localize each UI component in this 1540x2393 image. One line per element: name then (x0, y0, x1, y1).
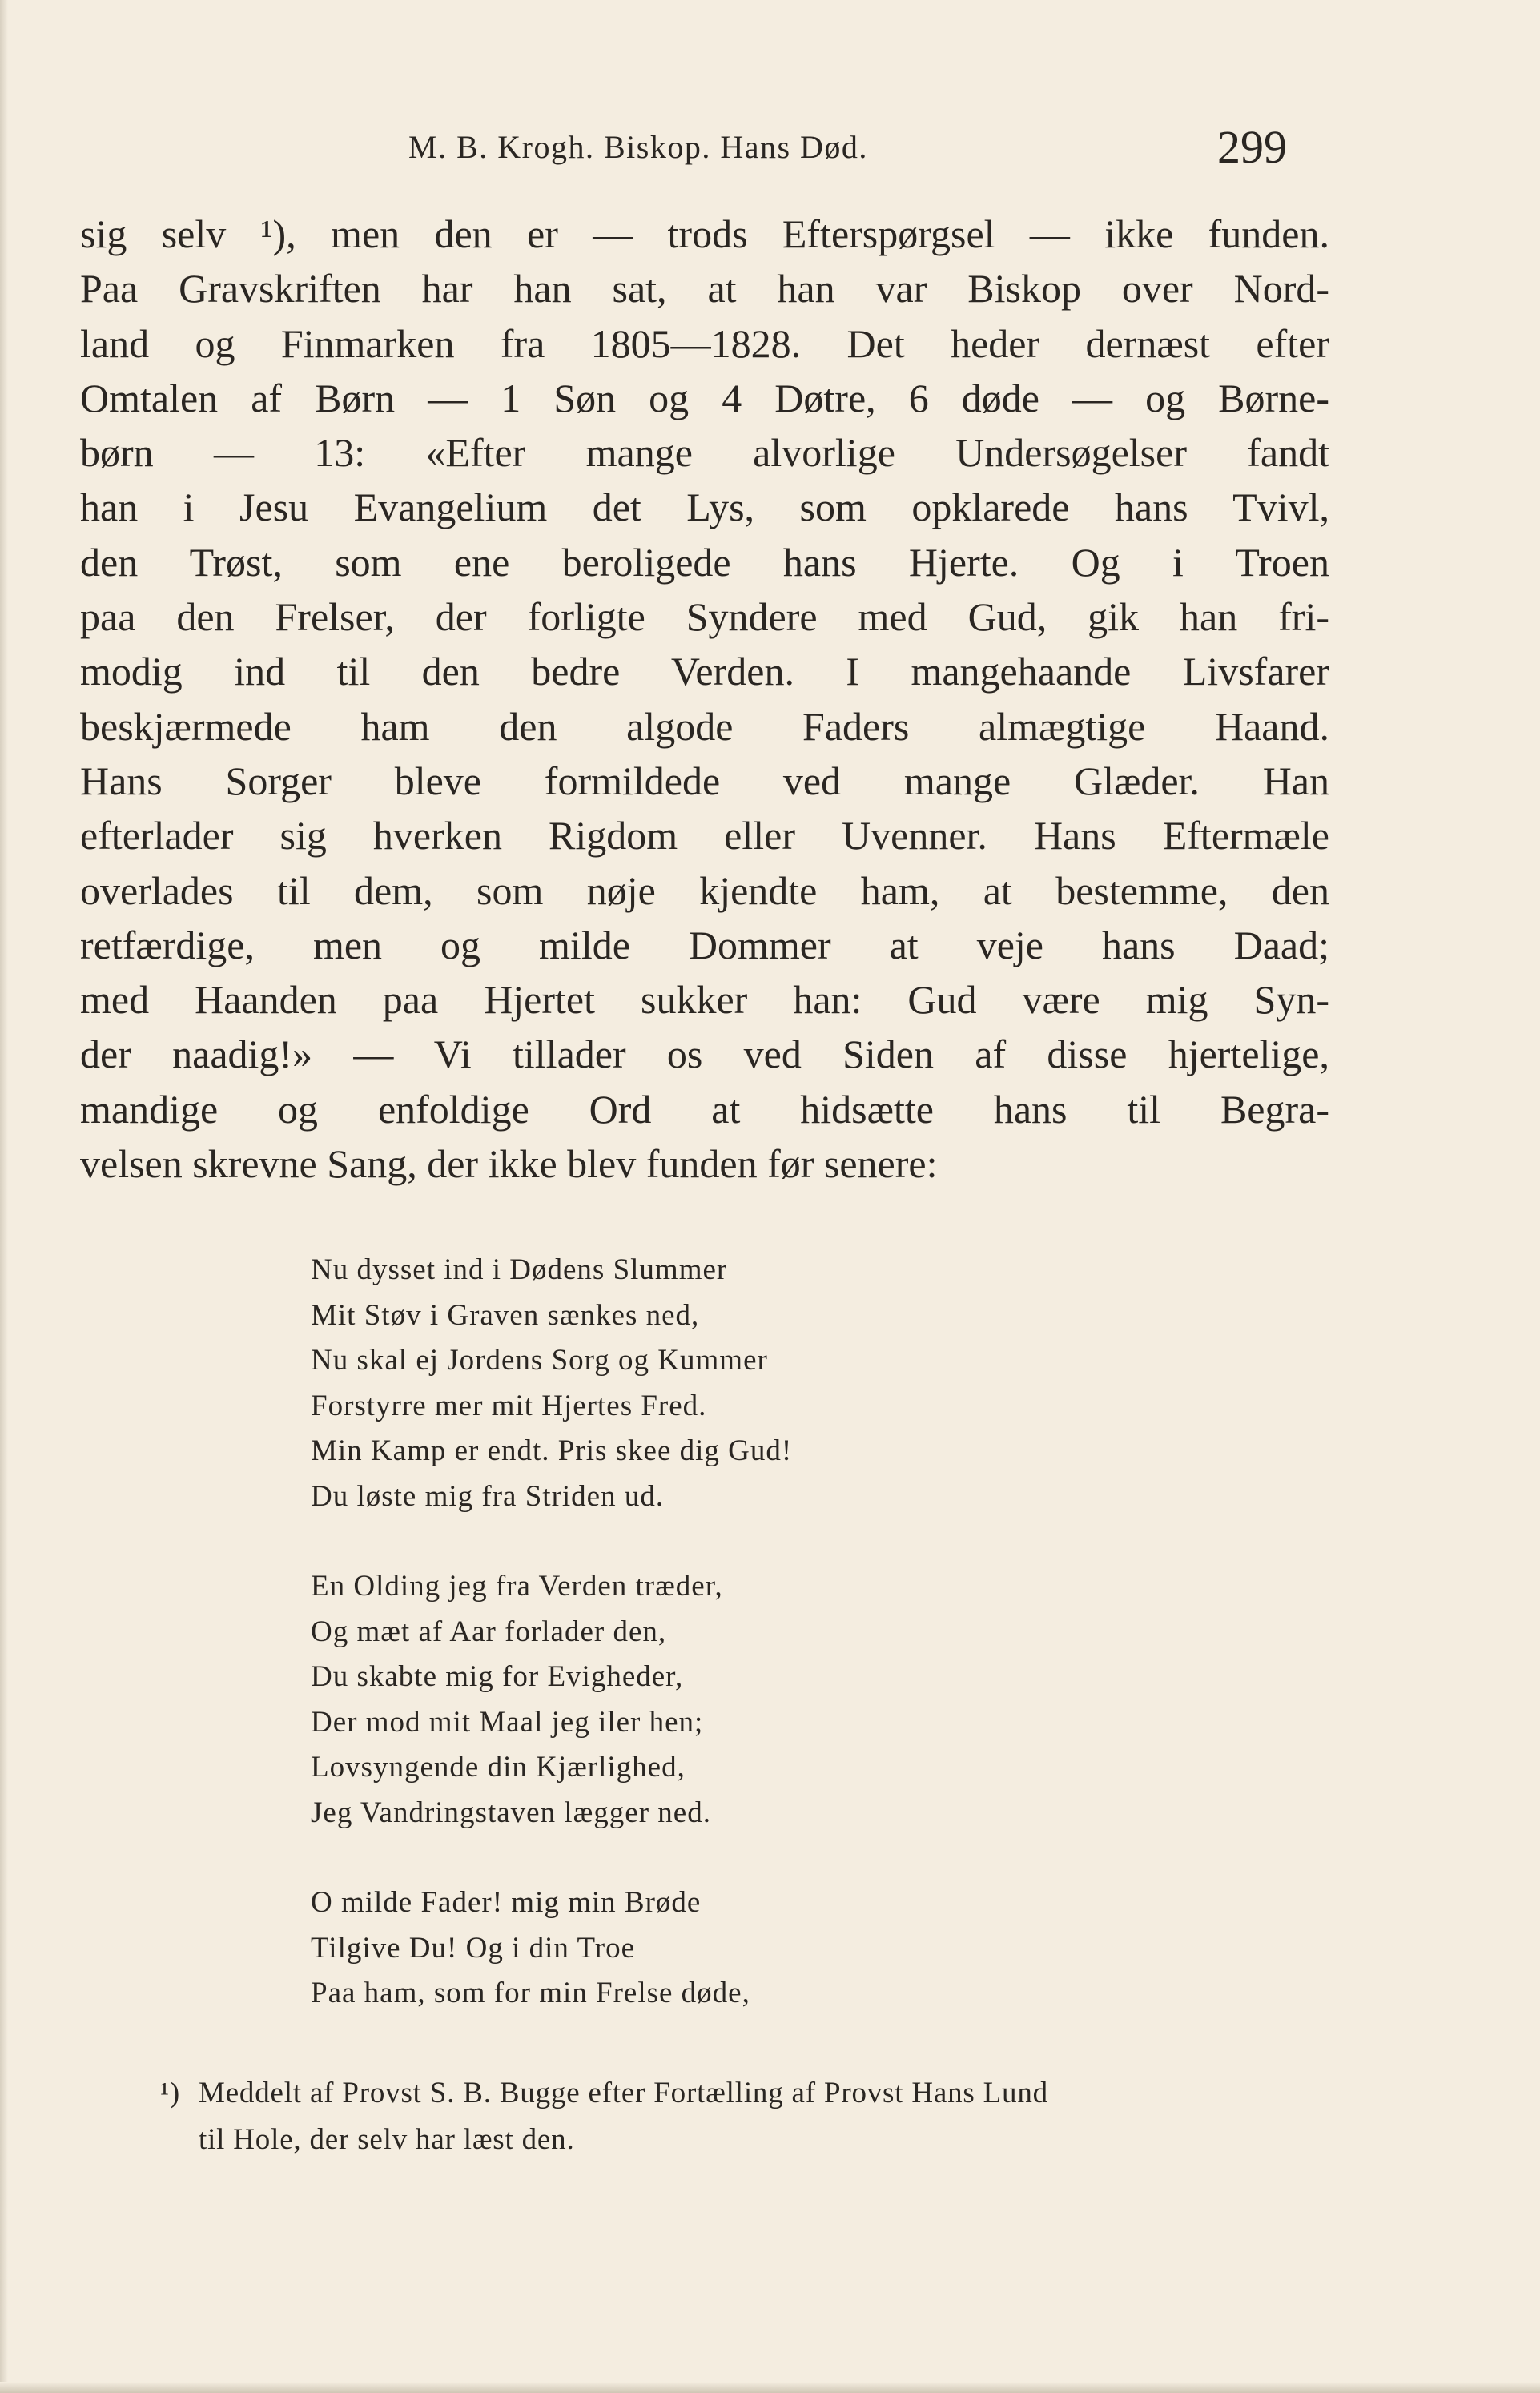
poem-verse: Lovsyngende din Kjærlighed, (311, 1751, 686, 1784)
body-text (80, 207, 1329, 1191)
body-line: land og Finmarken fra 1805—1828. Det heder dernæst efter (80, 320, 1329, 366)
body-line: beskjærmede ham den algode Faders almægtige Haand. (80, 703, 1329, 749)
body-line: den Trøst, som ene beroligede hans Hjerte. Og i Troen (80, 539, 1329, 585)
body-line: mandige og enfoldige Ord at hidsætte hans til Begra- (80, 1086, 1329, 1132)
body-line: modig ind til den bedre Verden. I mangehaande Livsfarer (80, 649, 1329, 694)
poem-stanza-1 (311, 1248, 1031, 1519)
poem-verse: Du skabte mig for Evigheder, (311, 1660, 684, 1693)
footnote-text: Meddelt af Provst S. B. Bugge efter Fortælling af Provst Hans Lund (199, 2077, 1048, 2109)
body-line: efterlader sig hverken Rigdom eller Uvenner. Hans Eftermæle (80, 813, 1329, 859)
footnote-line (160, 2070, 1329, 2117)
body-line: sig selv ¹), men den er — trods Efterspørgsel — ikke funden. (80, 211, 1329, 256)
poem-verse: Du løste mig fra Striden ud. (311, 1479, 665, 1513)
body-line: retfærdige, men og milde Dommer at veje hans Daad; (80, 922, 1329, 967)
poem-verse: O milde Fader! mig min Brøde (311, 1886, 702, 1919)
poem-verse: Og mæt af Aar forlader den, (311, 1615, 667, 1648)
body-line: velsen skrevne Sang, der ikke blev funden før senere: (80, 1141, 938, 1187)
poem-verse: Tilgive Du! Og i din Troe (311, 1931, 636, 1965)
poem-verse: Nu skal ej Jordens Sorg og Kummer (311, 1344, 768, 1377)
poem-verse: Paa ham, som for min Frelse døde, (311, 1977, 750, 2009)
running-head: M. B. Krogh. Biskop. Hans Død. (408, 129, 868, 165)
body-line: Omtalen af Børn — 1 Søn og 4 Døtre, 6 døde — og Børne- (80, 375, 1329, 420)
body-line: Paa Gravskriften har han sat, at han var Biskop over Nord- (80, 266, 1329, 312)
poem-stanza-2 (311, 1564, 1031, 1836)
poem (311, 1248, 1031, 2061)
footnote-marker: ¹) (160, 2077, 181, 2109)
footnote-line: til Hole, der selv har læst den. (199, 2123, 575, 2156)
poem-verse: Min Kamp er endt. Pris skee dig Gud! (311, 1434, 793, 1467)
poem-verse: Der mod mit Maal jeg iler hen; (311, 1705, 704, 1739)
poem-verse: Jeg Vandringstaven lægger ned. (311, 1796, 711, 1829)
body-line: børn — 13: «Efter mange alvorlige Undersøgelser fandt (80, 430, 1329, 476)
page-bottom-edge (0, 2382, 1540, 2393)
page-edge (0, 0, 8, 2393)
poem-stanza-3 (311, 1880, 1031, 2017)
poem-verse: Forstyrre mer mit Hjertes Fred. (311, 1389, 707, 1422)
body-line: paa den Frelser, der forligte Syndere med Gud, gik han fri- (80, 594, 1329, 640)
page-header (0, 120, 1540, 176)
body-line: der naadig!» — Vi tillader os ved Siden af disse hjertelige, (80, 1032, 1329, 1077)
poem-verse: Mit Støv i Graven sænkes ned, (311, 1298, 700, 1332)
poem-verse: Nu dysset ind i Dødens Slummer (311, 1253, 728, 1286)
body-line: overlades til dem, som nøje kjendte ham, at bestemme, den (80, 867, 1329, 913)
poem-verse: En Olding jeg fra Verden træder, (311, 1570, 723, 1603)
body-line: Hans Sorger bleve formildede ved mange Glæder. Han (80, 758, 1329, 803)
page-number: 299 (1217, 121, 1287, 173)
body-line: han i Jesu Evangelium det Lys, som opklarede hans Tvivl, (80, 485, 1329, 530)
body-line: med Haanden paa Hjertet sukker han: Gud være mig Syn- (80, 977, 1329, 1023)
footnotes (160, 2070, 1329, 2163)
